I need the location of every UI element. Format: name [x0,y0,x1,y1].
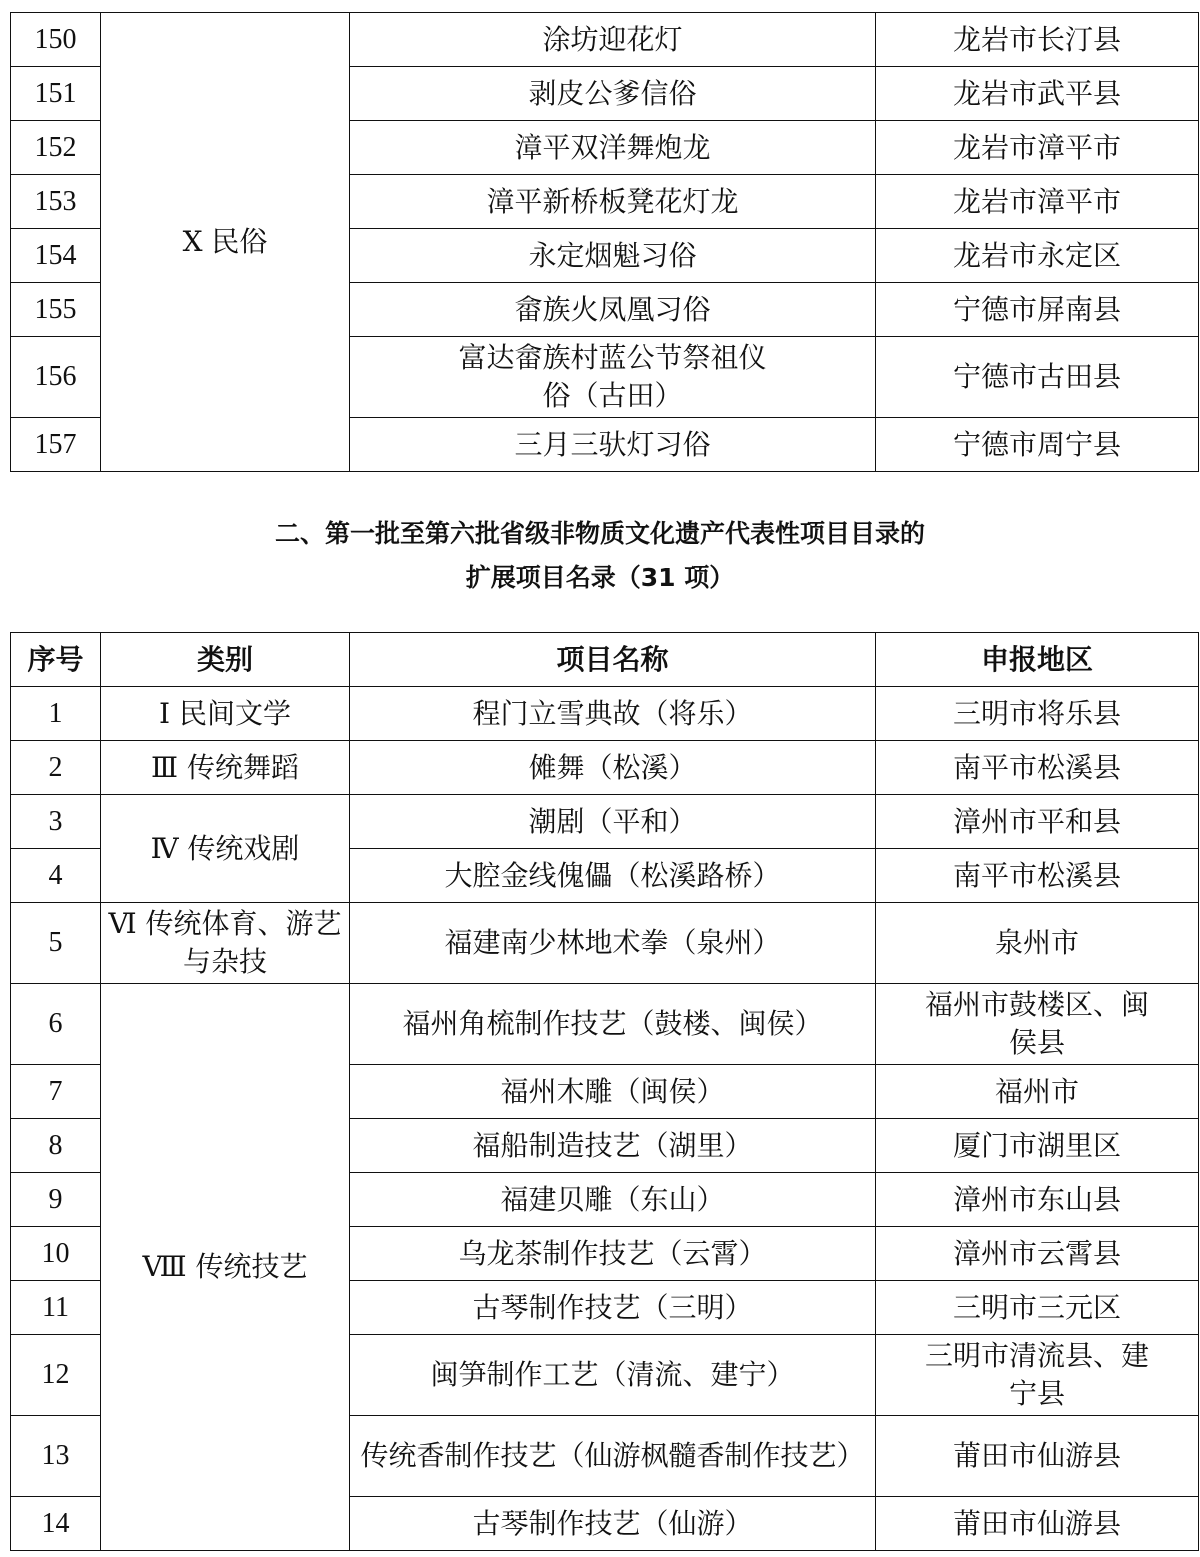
row-number: 14 [11,1497,101,1551]
category-cell: Ⅵ 传统体育、游艺与杂技 [101,903,350,984]
row-number: 154 [11,229,101,283]
header-category: 类别 [101,633,350,687]
category-cell: Ⅰ 民间文学 [101,687,350,741]
project-name: 福建南少林地术拳（泉州） [350,903,876,984]
row-number: 11 [11,1281,101,1335]
category-cell: Ⅳ 传统戏剧 [101,795,350,903]
project-name: 古琴制作技艺（仙游） [350,1497,876,1551]
project-name: 涂坊迎花灯 [350,13,876,67]
expansion-table [10,632,1199,1551]
header-number: 序号 [11,633,101,687]
region: 宁德市周宁县 [876,418,1199,472]
table-row [11,795,1199,849]
project-name: 剥皮公爹信俗 [350,67,876,121]
region: 莆田市仙游县 [876,1416,1199,1497]
table-row [11,13,1199,67]
project-name: 三月三驮灯习俗 [350,418,876,472]
header-region: 申报地区 [876,633,1199,687]
region: 厦门市湖里区 [876,1119,1199,1173]
row-number: 1 [11,687,101,741]
row-number: 9 [11,1173,101,1227]
project-name: 富达畲族村蓝公节祭祖仪俗（古田） [350,337,876,418]
region: 泉州市 [876,903,1199,984]
row-number: 12 [11,1335,101,1416]
table-row [11,984,1199,1065]
region: 龙岩市武平县 [876,67,1199,121]
section-title [0,512,1200,600]
table-row [11,741,1199,795]
row-number: 157 [11,418,101,472]
region: 漳州市云霄县 [876,1227,1199,1281]
row-number: 150 [11,13,101,67]
project-name: 福建贝雕（东山） [350,1173,876,1227]
project-name: 畲族火凤凰习俗 [350,283,876,337]
region: 龙岩市永定区 [876,229,1199,283]
region: 漳州市平和县 [876,795,1199,849]
region: 南平市松溪县 [876,849,1199,903]
section-title-line-2: 扩展项目名录（31 项） [465,563,735,592]
project-name: 福州角梳制作技艺（鼓楼、闽侯） [350,984,876,1065]
project-name: 永定烟魁习俗 [350,229,876,283]
project-name: 潮剧（平和） [350,795,876,849]
region: 龙岩市漳平市 [876,175,1199,229]
section-title-line-1: 二、第一批至第六批省级非物质文化遗产代表性项目目录的 [274,519,925,548]
region: 福州市 [876,1065,1199,1119]
category-cell: Ⅹ 民俗 [101,13,350,472]
row-number: 151 [11,67,101,121]
category-cell: Ⅲ 传统舞蹈 [101,741,350,795]
project-name: 福州木雕（闽侯） [350,1065,876,1119]
project-name: 古琴制作技艺（三明） [350,1281,876,1335]
region: 三明市三元区 [876,1281,1199,1335]
region: 宁德市屏南县 [876,283,1199,337]
row-number: 7 [11,1065,101,1119]
project-name: 程门立雪典故（将乐） [350,687,876,741]
project-name: 乌龙茶制作技艺（云霄） [350,1227,876,1281]
table-row [11,903,1199,984]
region: 三明市将乐县 [876,687,1199,741]
region: 莆田市仙游县 [876,1497,1199,1551]
region: 南平市松溪县 [876,741,1199,795]
project-name: 闽笋制作工艺（清流、建宁） [350,1335,876,1416]
region: 三明市清流县、建宁县 [876,1335,1199,1416]
project-name: 漳平双洋舞炮龙 [350,121,876,175]
table-row [11,687,1199,741]
region: 福州市鼓楼区、闽侯县 [876,984,1199,1065]
row-number: 156 [11,337,101,418]
row-number: 5 [11,903,101,984]
header-project-name: 项目名称 [350,633,876,687]
row-number: 6 [11,984,101,1065]
project-name: 大腔金线傀儡（松溪路桥） [350,849,876,903]
row-number: 3 [11,795,101,849]
project-name: 傩舞（松溪） [350,741,876,795]
row-number: 2 [11,741,101,795]
region: 龙岩市漳平市 [876,121,1199,175]
project-name: 福船制造技艺（湖里） [350,1119,876,1173]
header-row [11,633,1199,687]
row-number: 4 [11,849,101,903]
row-number: 153 [11,175,101,229]
row-number: 10 [11,1227,101,1281]
project-name: 漳平新桥板凳花灯龙 [350,175,876,229]
region: 漳州市东山县 [876,1173,1199,1227]
row-number: 13 [11,1416,101,1497]
region: 龙岩市长汀县 [876,13,1199,67]
project-name: 传统香制作技艺（仙游枫髓香制作技艺） [350,1416,876,1497]
category-cell: Ⅷ 传统技艺 [101,984,350,1551]
row-number: 8 [11,1119,101,1173]
top-table [10,12,1199,472]
row-number: 155 [11,283,101,337]
row-number: 152 [11,121,101,175]
region: 宁德市古田县 [876,337,1199,418]
